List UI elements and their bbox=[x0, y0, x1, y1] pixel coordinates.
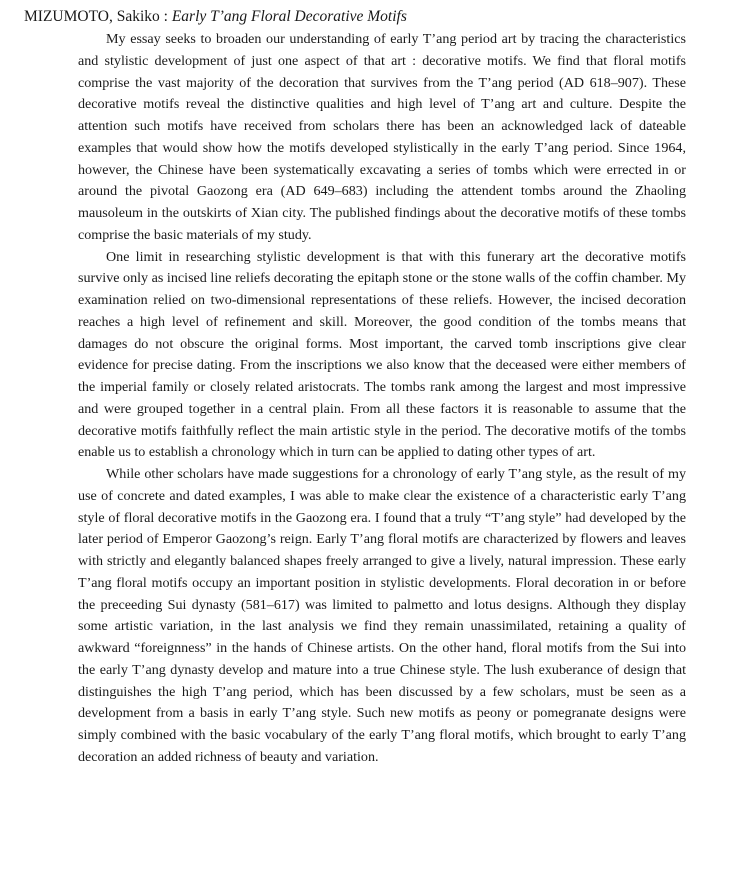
author-name: MIZUMOTO, Sakiko : bbox=[24, 8, 168, 25]
article-body bbox=[78, 29, 686, 769]
paragraph-2: One limit in researching stylistic development is that with this funerary art the decorative motifs survive only as incised line reliefs decorating the epitaph stone or the stone walls of the coffin chamber. My examination relied on two-dimensional representations of these reliefs. However, the incised decoration reaches a high level of refinement and skill. Moreover, the good condition of the tombs means that damages do not obscure the original forms. Most important, the carved tomb inscriptions give clear evidence for precise dating. From the inscriptions we also know that the deceased were either members of the imperial family or closely related aristocrats. The tombs rank among the largest and most impressive and were grouped together in a central plain. From all these factors it is reasonable to assume that the decorative motifs faithfully reflect the main artistic style in the period. The decorative motifs of the tombs enable us to establish a chronology which in turn can be applied to dating other types of art. bbox=[78, 248, 686, 461]
article-title: Early T’ang Floral Decorative Motifs bbox=[171, 8, 407, 25]
paragraph-1: My essay seeks to broaden our understanding of early T’ang period art by tracing the characteristics and stylistic development of just one aspect of that art : decorative motifs. We find that floral motifs comprise the vast majority of the decoration that survives from the T’ang period (AD 618–907). These decorative motifs reveal the distinctive qualities and high level of T’ang art and culture. Despite the attention such motifs have received from scholars there has been an acknowledged lack of dateable examples that would show how the motifs developed stylistically in the early T’ang period. Since 1964, however, the Chinese have been systematically excavating a series of tombs which were errected in or around the pivotal Gaozong era (AD 649–683) including the attendent tombs around the Zhaoling mausoleum in the outskirts of Xian city. The published findings about the decorative motifs of these tombs comprise the basic materials of my study. bbox=[78, 31, 686, 243]
article-heading bbox=[24, 6, 407, 28]
paragraph-3: While other scholars have made suggestions for a chronology of early T’ang style, as the result of my use of concrete and dated examples, I was able to make clear the existence of a characteristic early T’ang style of floral decorative motifs in the Gaozong era. I found that a truly “T’ang style” had developed by the later period of Emperor Gaozong’s reign. Early T’ang floral motifs are characterized by flowers and leaves with strictly and elegantly balanced shapes freely arranged to give a lively, natural impression. These early T’ang floral motifs occupy an important position in stylistic developments. Floral decoration in or before the preceeding Sui dynasty (581–617) was limited to palmetto and lotus designs. Although they display some artistic variation, in the last analysis we find they remain unassimilated, retaining a quality of awkward “foreignness” in the hands of Chinese artists. On the other hand, floral motifs from the Sui into the early T’ang dynasty develop and mature into a true Chinese style. The lush exuberance of design that distinguishes the high T’ang period, which has been discussed by a few scholars, must be seen as a development from a basis in early T’ang style. Such new motifs as peony or pomegranate designs were simply combined with the basic vocabulary of the early T’ang floral motifs, which brought to early T’ang decoration an added richness of beauty and variation. bbox=[78, 466, 686, 765]
